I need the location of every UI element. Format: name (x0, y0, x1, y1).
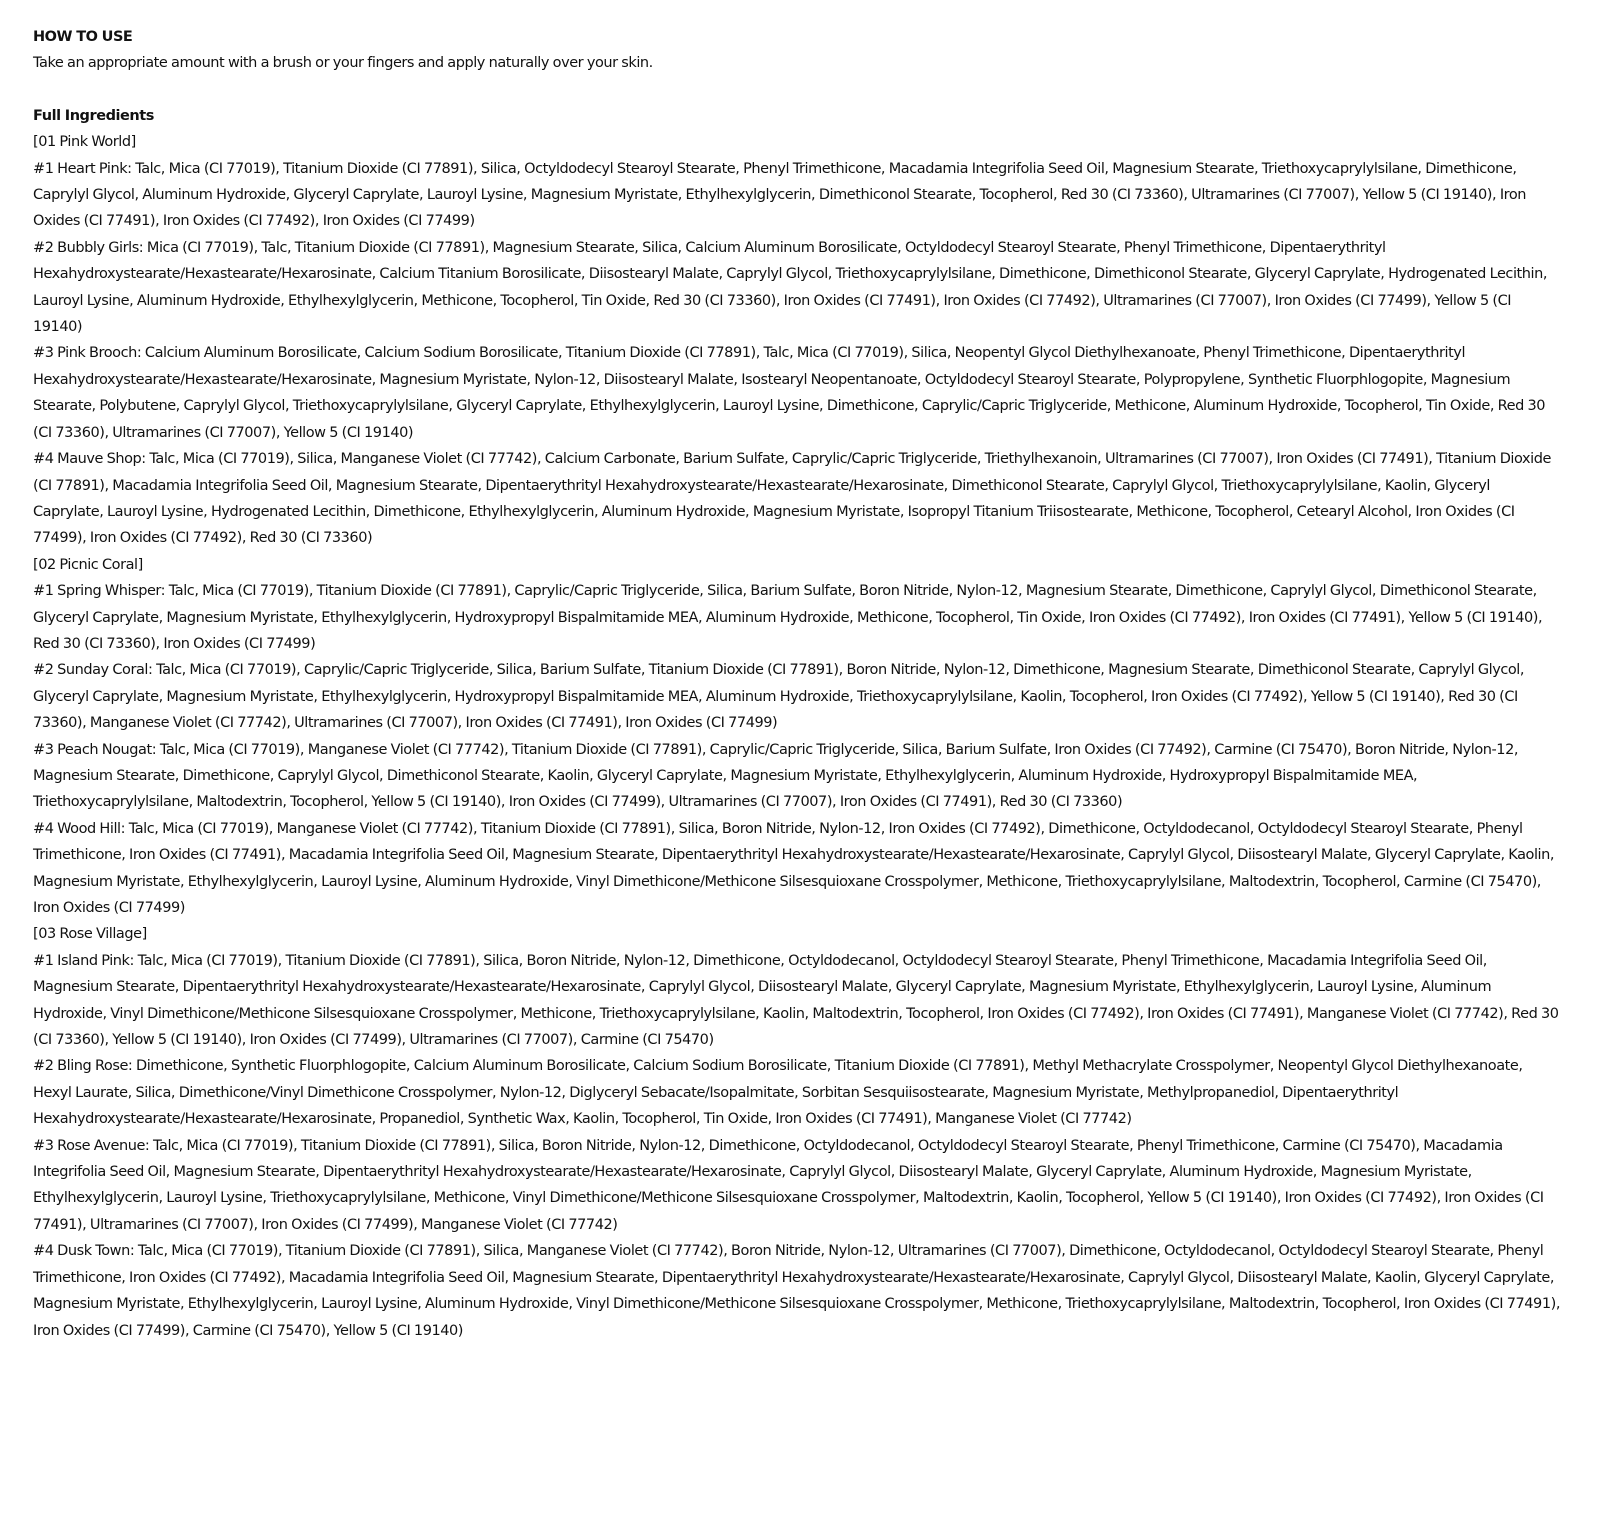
shade-ingredients: #1 Heart Pink: Talc, Mica (CI 77019), Titanium Dioxide (CI 77891), Silica, Octyldodecyl Stearoyl Stearate, Phenyl Trimethicone, Macadamia Integrifolia Seed Oil, Magnesium Stearate, Triethoxycaprylylsilane, Dimethicone, Caprylyl Glycol, Aluminum Hydroxide, Glyceryl Caprylate, Lauroyl Lysine, Magnesium Myristate, Ethylhexylglycerin, Dimethiconol Stearate, Tocopherol, Red 30 (CI 73360), Ultramarines (CI 77007), Yellow 5 (CI 19140), Iron Oxides (CI 77491), Iron Oxides (CI 77492), Iron Oxides (CI 77499) (33, 160, 1527, 230)
full-ingredients-heading: Full Ingredients (33, 107, 154, 124)
shade-ingredients: #1 Island Pink: Talc, Mica (CI 77019), Titanium Dioxide (CI 77891), Silica, Boron Nitride, Nylon-12, Dimethicone, Octyldodecanol, Octyldodecyl Stearoyl Stearate, Phenyl Trimethicone, Macadamia Integrifolia Seed Oil, Magnesium Stearate, Dipentaerythrityl Hexahydroxystearate/Hexastearate/Hexarosinate, Caprylyl Glycol, Diisostearyl Malate, Glyceryl Caprylate, Magnesium Myristate, Ethylhexylglycerin, Lauroyl Lysine, Aluminum Hydroxide, Vinyl Dimethicone/Methicone Silsesquioxane Crosspolymer, Methicone, Triethoxycaprylylsilane, Kaolin, Maltodextrin, Tocopherol, Iron Oxides (CI 77492), Iron Oxides (CI 77491), Manganese Violet (CI 77742), Red 30 (CI 73360), Yellow 5 (CI 19140), Iron Oxides (CI 77499), Ultramarines (CI 77007), Carmine (CI 75470) (33, 952, 1559, 1049)
ingredient-group-picnic-coral (33, 552, 1560, 922)
ingredient-group-rose-village (33, 921, 1560, 1344)
shade-ingredients: #2 Bling Rose: Dimethicone, Synthetic Fluorphlogopite, Calcium Aluminum Borosilicate, Calcium Sodium Borosilicate, Titanium Dioxide (CI 77891), Methyl Methacrylate Crosspolymer, Neopentyl Glycol Diethylhexanoate, Hexyl Laurate, Silica, Dimethicone/Vinyl Dimethicone Crosspolymer, Nylon-12, Diglyceryl Sebacate/Isopalmitate, Sorbitan Sesquiisostearate, Magnesium Myristate, Methylpropanediol, Dipentaerythrityl Hexahydroxystearate/Hexastearate/Hexarosinate, Propanediol, Synthetic Wax, Kaolin, Tocopherol, Tin Oxide, Iron Oxides (CI 77491), Manganese Violet (CI 77742) (33, 1058, 1523, 1128)
shade-ingredients: #3 Peach Nougat: Talc, Mica (CI 77019), Manganese Violet (CI 77742), Titanium Dioxide (CI 77891), Caprylic/Capric Triglyceride, Silica, Barium Sulfate, Iron Oxides (CI 77492), Carmine (CI 75470), Boron Nitride, Nylon-12, Magnesium Stearate, Dimethicone, Caprylyl Glycol, Dimethiconol Stearate, Kaolin, Glyceryl Caprylate, Magnesium Myristate, Ethylhexylglycerin, Aluminum Hydroxide, Hydroxypropyl Bispalmitamide MEA, Triethoxycaprylylsilane, Maltodextrin, Tocopherol, Yellow 5 (CI 19140), Iron Oxides (CI 77499), Ultramarines (CI 77007), Iron Oxides (CI 77491), Red 30 (CI 73360) (33, 741, 1518, 811)
shade-ingredients: #1 Spring Whisper: Talc, Mica (CI 77019), Titanium Dioxide (CI 77891), Caprylic/Capric Triglyceride, Silica, Barium Sulfate, Boron Nitride, Nylon-12, Magnesium Stearate, Dimethicone, Caprylyl Glycol, Dimethiconol Stearate, Glyceryl Caprylate, Magnesium Myristate, Ethylhexylglycerin, Hydroxypropyl Bispalmitamide MEA, Aluminum Hydroxide, Methicone, Tocopherol, Tin Oxide, Iron Oxides (CI 77492), Iron Oxides (CI 77491), Yellow 5 (CI 19140), Red 30 (CI 73360), Iron Oxides (CI 77499) (33, 583, 1543, 652)
shade-ingredients: #4 Wood Hill: Talc, Mica (CI 77019), Manganese Violet (CI 77742), Titanium Dioxide (CI 77891), Silica, Boron Nitride, Nylon-12, Iron Oxides (CI 77492), Dimethicone, Octyldodecanol, Octyldodecyl Stearoyl Stearate, Phenyl Trimethicone, Iron Oxides (CI 77491), Macadamia Integrifolia Seed Oil, Magnesium Stearate, Dipentaerythrityl Hexahydroxystearate/Hexastearate/Hexarosinate, Caprylyl Glycol, Diisostearyl Malate, Glyceryl Caprylate, Kaolin, Magnesium Myristate, Ethylhexylglycerin, Lauroyl Lysine, Aluminum Hydroxide, Vinyl Dimethicone/Methicone Silsesquioxane Crosspolymer, Methicone, Triethoxycaprylylsilane, Maltodextrin, Tocopherol, Carmine (CI 75470), Iron Oxides (CI 77499) (33, 820, 1554, 916)
how-to-use-heading: HOW TO USE (33, 29, 133, 45)
shade-ingredients: #4 Dusk Town: Talc, Mica (CI 77019), Titanium Dioxide (CI 77891), Silica, Manganese Violet (CI 77742), Boron Nitride, Nylon-12, Ultramarines (CI 77007), Dimethicone, Octyldodecanol, Octyldodecyl Stearoyl Stearate, Phenyl Trimethicone, Iron Oxides (CI 77492), Macadamia Integrifolia Seed Oil, Magnesium Stearate, Dipentaerythrityl Hexahydroxystearate/Hexastearate/Hexarosinate, Caprylyl Glycol, Diisostearyl Malate, Kaolin, Glyceryl Caprylate, Magnesium Myristate, Ethylhexylglycerin, Lauroyl Lysine, Aluminum Hydroxide, Vinyl Dimethicone/Methicone Silsesquioxane Crosspolymer, Methicone, Triethoxycaprylylsilane, Maltodextrin, Tocopherol, Iron Oxides (CI 77491), Iron Oxides (CI 77499), Carmine (CI 75470), Yellow 5 (CI 19140) (33, 1243, 1560, 1339)
group-title: [03 Rose Village] (33, 926, 147, 943)
shade-ingredients: #4 Mauve Shop: Talc, Mica (CI 77019), Silica, Manganese Violet (CI 77742), Calcium Carbonate, Barium Sulfate, Caprylic/Capric Triglyceride, Triethylhexanoin, Ultramarines (CI 77007), Iron Oxides (CI 77491), Titanium Dioxide (CI 77891), Macadamia Integrifolia Seed Oil, Magnesium Stearate, Dipentaerythrityl Hexahydroxystearate/Hexastearate/Hexarosinate, Dimethiconol Stearate, Caprylyl Glycol, Triethoxycaprylylsilane, Kaolin, Glyceryl Caprylate, Lauroyl Lysine, Hydrogenated Lecithin, Dimethicone, Ethylhexylglycerin, Aluminum Hydroxide, Magnesium Myristate, Isopropyl Titanium Triisostearate, Methicone, Tocopherol, Cetearyl Alcohol, Iron Oxides (CI 77499), Iron Oxides (CI 77492), Red 30 (CI 73360) (33, 451, 1551, 547)
group-title: [02 Picnic Coral] (33, 556, 143, 573)
group-title: [01 Pink World] (33, 134, 136, 151)
shade-ingredients: #3 Rose Avenue: Talc, Mica (CI 77019), Titanium Dioxide (CI 77891), Silica, Boron Nitride, Nylon-12, Dimethicone, Octyldodecanol, Octyldodecyl Stearoyl Stearate, Phenyl Trimethicone, Carmine (CI 75470), Macadamia Integrifolia Seed Oil, Magnesium Stearate, Dipentaerythrityl Hexahydroxystearate/Hexastearate/Hexarosinate, Caprylyl Glycol, Diisostearyl Malate, Glyceryl Caprylate, Aluminum Hydroxide, Magnesium Myristate, Ethylhexylglycerin, Lauroyl Lysine, Triethoxycaprylylsilane, Methicone, Vinyl Dimethicone/Methicone Silsesquioxane Crosspolymer, Maltodextrin, Kaolin, Tocopherol, Yellow 5 (CI 19140), Iron Oxides (CI 77492), Iron Oxides (CI 77491), Ultramarines (CI 77007), Iron Oxides (CI 77499), Manganese Violet (CI 77742) (33, 1137, 1544, 1233)
ingredient-group-pink-world (33, 129, 1560, 552)
shade-ingredients: #2 Sunday Coral: Talc, Mica (CI 77019), Caprylic/Capric Triglyceride, Silica, Barium Sulfate, Titanium Dioxide (CI 77891), Boron Nitride, Nylon-12, Dimethicone, Magnesium Stearate, Dimethiconol Stearate, Caprylyl Glycol, Glyceryl Caprylate, Magnesium Myristate, Ethylhexylglycerin, Hydroxypropyl Bispalmitamide MEA, Aluminum Hydroxide, Triethoxycaprylylsilane, Kaolin, Tocopherol, Iron Oxides (CI 77492), Yellow 5 (CI 19140), Red 30 (CI 73360), Manganese Violet (CI 77742), Ultramarines (CI 77007), Iron Oxides (CI 77491), Iron Oxides (CI 77499) (33, 662, 1525, 732)
shade-ingredients: #2 Bubbly Girls: Mica (CI 77019), Talc, Titanium Dioxide (CI 77891), Magnesium Stearate, Silica, Calcium Aluminum Borosilicate, Octyldodecyl Stearoyl Stearate, Phenyl Trimethicone, Dipentaerythrityl Hexahydroxystearate/Hexastearate/Hexarosinate, Calcium Titanium Borosilicate, Diisostearyl Malate, Caprylyl Glycol, Triethoxycaprylylsilane, Dimethicone, Dimethiconol Stearate, Glyceryl Caprylate, Hydrogenated Lecithin, Lauroyl Lysine, Aluminum Hydroxide, Ethylhexylglycerin, Methicone, Tocopherol, Tin Oxide, Red 30 (CI 73360), Iron Oxides (CI 77491), Iron Oxides (CI 77492), Ultramarines (CI 77007), Iron Oxides (CI 77499), Yellow 5 (CI 19140) (33, 239, 1547, 336)
section-spacer (33, 77, 1560, 103)
shade-ingredients: #3 Pink Brooch: Calcium Aluminum Borosilicate, Calcium Sodium Borosilicate, Titanium Dioxide (CI 77891), Talc, Mica (CI 77019), Silica, Neopentyl Glycol Diethylhexanoate, Phenyl Trimethicone, Dipentaerythrityl Hexahydroxystearate/Hexastearate/Hexarosinate, Magnesium Myristate, Nylon-12, Diisostearyl Malate, Isostearyl Neopentanoate, Octyldodecyl Stearoyl Stearate, Polypropylene, Synthetic Fluorphlogopite, Magnesium Stearate, Polybutene, Caprylyl Glycol, Triethoxycaprylylsilane, Glyceryl Caprylate, Ethylhexylglycerin, Lauroyl Lysine, Dimethicone, Caprylic/Capric Triglyceride, Methicone, Aluminum Hydroxide, Tocopherol, Tin Oxide, Red 30 (CI 73360), Ultramarines (CI 77007), Yellow 5 (CI 19140) (33, 345, 1546, 441)
how-to-use-text: Take an appropriate amount with a brush or your fingers and apply naturally over your skin. (33, 55, 653, 72)
